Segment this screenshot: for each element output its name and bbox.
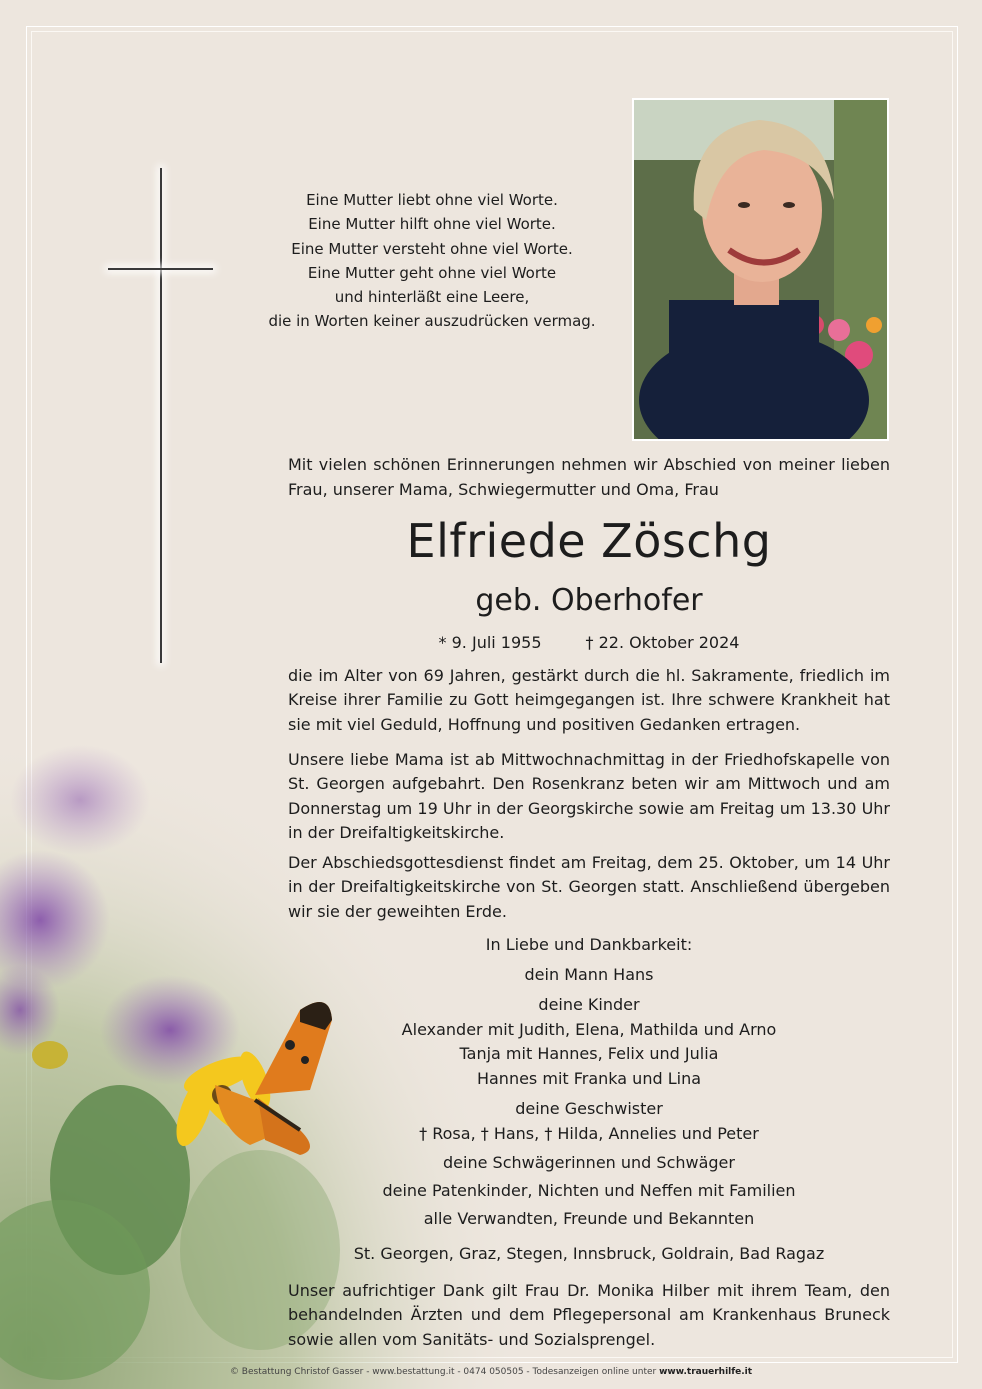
mourner-line: deine Schwägerinnen und Schwäger xyxy=(443,1153,735,1172)
footer-link[interactable]: www.trauerhilfe.it xyxy=(659,1367,753,1377)
footer-text: © Bestattung Christof Gasser - www.bestattung.it - 0474 050505 - Todesanzeigen online unter xyxy=(229,1367,657,1377)
mourner-line: † Rosa, † Hans, † Hilda, Annelies und Peter xyxy=(419,1124,759,1143)
places-line: St. Georgen, Graz, Stegen, Innsbruck, Goldrain, Bad Ragaz xyxy=(353,1244,825,1263)
mourner-line: Tanja mit Hannes, Felix und Julia xyxy=(459,1044,719,1063)
poem-line: und hinterläßt eine Leere, xyxy=(334,288,530,307)
poem xyxy=(232,188,632,334)
mourner-group-heading: deine Kinder xyxy=(538,995,640,1014)
maiden-name: geb. Oberhofer xyxy=(475,583,703,618)
mourner-line: deine Patenkinder, Nichten und Neffen mit Familien xyxy=(382,1181,796,1200)
mourner-line: Hannes mit Franka und Lina xyxy=(476,1069,702,1088)
mourner-group-heading: deine Geschwister xyxy=(515,1099,663,1118)
poem-line: die in Worten keiner auszudrücken vermag. xyxy=(268,312,596,331)
mourner-line: dein Mann Hans xyxy=(524,965,654,984)
poem-line: Eine Mutter liebt ohne viel Worte. xyxy=(306,191,558,209)
deceased-name: Elfriede Zöschg xyxy=(406,514,772,568)
mourner-line: Alexander mit Judith, Elena, Mathilda und Arno xyxy=(401,1020,777,1039)
intro-text: Mit vielen schönen Erinnerungen nehmen wir Abschied von meiner lieben Frau, unserer Mama, Schwiegermutter und Oma, Frau xyxy=(288,455,890,499)
cross-vertical-bar xyxy=(160,168,162,663)
thanks-text: Unser aufrichtiger Dank gilt Frau Dr. Monika Hilber mit ihrem Team, den behandelnden Ärzten und dem Pflegepersonal am Krankenhaus Bruneck sowie allen vom Sanitäts- und Sozialsprengel. xyxy=(288,1281,890,1349)
mourner-line: alle Verwandten, Freunde und Bekannten xyxy=(423,1209,755,1228)
paragraph-passing: die im Alter von 69 Jahren, gestärkt durch die hl. Sakramente, friedlich im Kreise ihrer Familie zu Gott heimgegangen ist. Ihre schwere Krankheit hat sie mit viel Geduld, Hoffnung und positiven Gedanken ertragen. xyxy=(288,666,890,734)
life-dates xyxy=(288,633,890,652)
portrait-photo xyxy=(632,98,889,441)
mourners-heading: In Liebe und Dankbarkeit: xyxy=(485,935,693,954)
paragraph-funeral: Der Abschiedsgottesdienst findet am Freitag, dem 25. Oktober, um 14 Uhr in der Dreifaltigkeitskirche von St. Georgen statt. Anschließend übergeben wir sie der geweihten Erde. xyxy=(288,853,890,921)
birth-date: * 9. Juli 1955 xyxy=(438,633,542,652)
paragraph-wake: Unsere liebe Mama ist ab Mittwochnachmittag in der Friedhofskapelle von St. Georgen aufgebahrt. Den Rosenkranz beten wir am Mittwoch und am Donnerstag um 19 Uhr in der Georgskirche sowie am Freitag um 13.30 Uhr in der Dreifaltigkeitskirche. xyxy=(288,750,890,842)
cross-horizontal-bar xyxy=(108,268,213,270)
poem-line: Eine Mutter versteht ohne viel Worte. xyxy=(291,239,573,258)
death-date: † 22. Oktober 2024 xyxy=(585,633,740,652)
poem-line: Eine Mutter geht ohne viel Worte xyxy=(307,263,557,282)
poem-line: Eine Mutter hilft ohne viel Worte. xyxy=(308,215,556,234)
footer xyxy=(0,1367,982,1377)
